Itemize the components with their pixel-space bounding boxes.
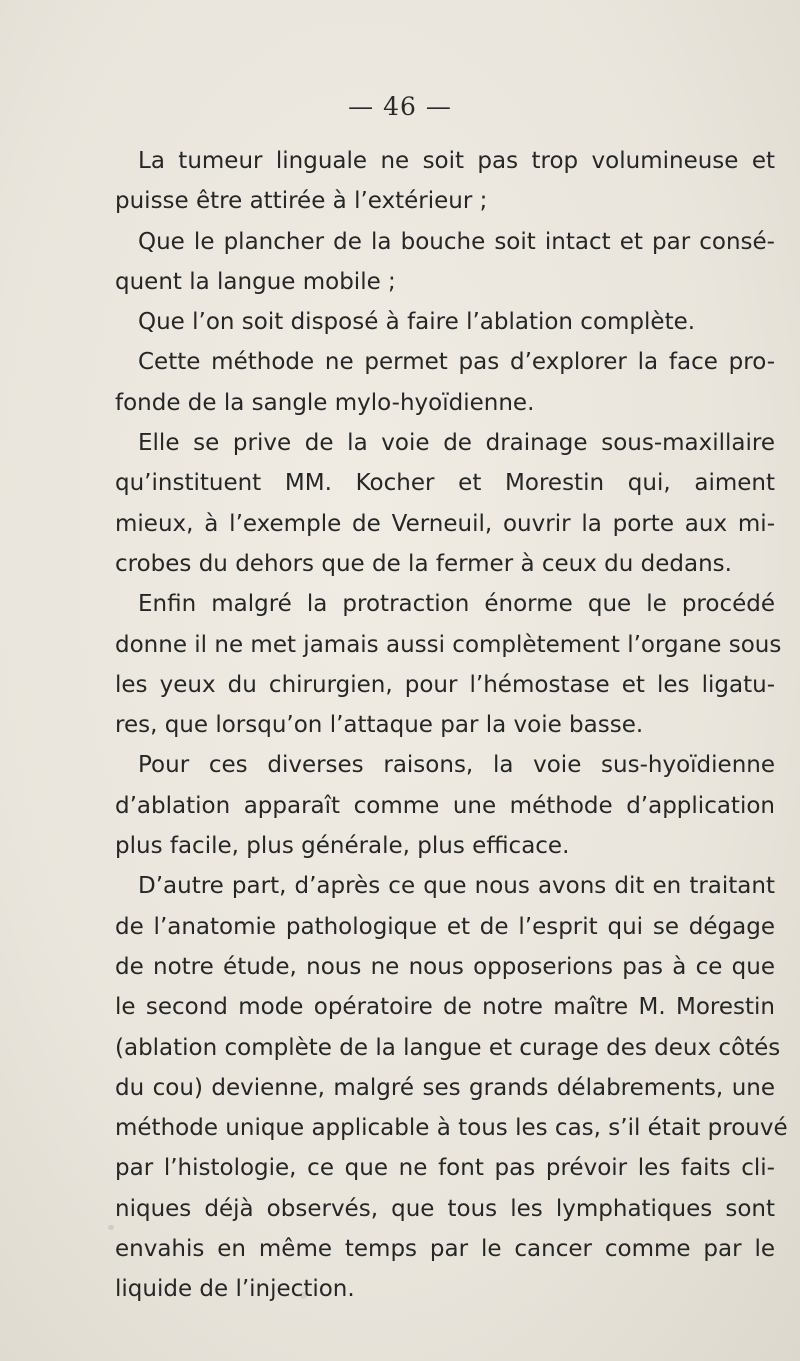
text-line: méthode unique applicable à tous les cas, s’il était prouvé	[115, 1115, 788, 1142]
text-line: Enfin malgré la protraction énorme que le procédé	[138, 591, 775, 618]
text-line: par l’histologie, ce que ne font pas prévoir les faits cli-	[115, 1155, 775, 1182]
text-line: donne il ne met jamais aussi complètement l’organe sous	[115, 631, 782, 658]
text-line: niques déjà observés, que tous les lymphatiques sont	[115, 1195, 775, 1222]
text-line: plus facile, plus générale, plus efficace.	[115, 833, 570, 860]
text-line: envahis en même temps par le cancer comme par le	[115, 1236, 775, 1263]
text-line: mieux, à l’exemple de Verneuil, ouvrir la porte aux mi-	[115, 510, 775, 537]
text-line: liquide de l’injection.	[115, 1276, 355, 1303]
text-line: Elle se prive de la voie de drainage sous-maxillaire	[138, 430, 775, 457]
text-line: le second mode opératoire de notre maître M. Morestin	[115, 994, 775, 1021]
body-text	[115, 141, 788, 1310]
text-line: qu’instituent MM. Kocher et Morestin qui, aiment	[115, 470, 775, 497]
text-line: puisse être attirée à l’extérieur ;	[115, 188, 488, 215]
text-line: Que le plancher de la bouche soit intact et par consé-	[138, 228, 775, 255]
text-line: les yeux du chirurgien, pour l’hémostase et les ligatu-	[115, 671, 775, 698]
text-line: de notre étude, nous ne nous opposerions pas à ce que	[115, 953, 775, 980]
text-line: D’autre part, d’après ce que nous avons dit en traitant	[138, 873, 775, 900]
text-line: crobes du dehors que de la fermer à ceux du dedans.	[115, 550, 732, 577]
text-line: res, que lorsqu’on l’attaque par la voie basse.	[115, 712, 644, 739]
text-line: du cou) devienne, malgré ses grands délabrements, une	[115, 1074, 775, 1101]
paper-spot	[108, 1225, 114, 1230]
text-line: de l’anatomie pathologique et de l’esprit qui se dégage	[115, 913, 775, 940]
paper-spot	[300, 1292, 307, 1299]
text-line: fonde de la sangle mylo-hyoïdienne.	[115, 389, 535, 416]
text-line: d’ablation apparaît comme une méthode d’application	[115, 792, 775, 819]
text-line: La tumeur linguale ne soit pas trop volumineuse et	[138, 148, 775, 174]
text-line: Que l’on soit disposé à faire l’ablation complète.	[138, 309, 696, 336]
text-line: quent la langue mobile ;	[115, 268, 396, 295]
text-line: Pour ces diverses raisons, la voie sus-hyoïdienne	[138, 752, 775, 779]
text-line: (ablation complète de la langue et curage des deux côtés	[115, 1034, 781, 1061]
page-number: — 46 —	[348, 92, 452, 121]
text-line: Cette méthode ne permet pas d’explorer la face pro-	[138, 349, 775, 376]
